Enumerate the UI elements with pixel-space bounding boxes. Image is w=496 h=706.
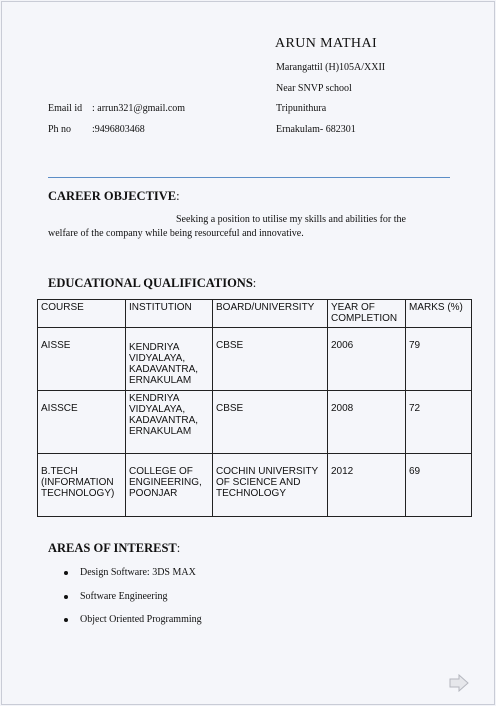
board-cell: CBSE xyxy=(213,328,328,391)
bullet-icon xyxy=(64,595,68,599)
institution-cell: KENDRIYA VIDYALAYA, KADAVANTRA, ERNAKULAM xyxy=(126,328,213,391)
address-line-2: Near SNVP school xyxy=(276,83,352,94)
career-objective-text: Seeking a position to utilise my skills and abilities for the welfare of the company while being resourceful and innovative. xyxy=(48,214,406,239)
document-page xyxy=(1,1,495,705)
course-cell: B.TECH (INFORMATION TECHNOLOGY) xyxy=(38,454,126,517)
address-line-4: Ernakulam- 682301 xyxy=(276,124,356,135)
column-header: MARKS (%) xyxy=(406,300,472,328)
bullet-icon xyxy=(64,571,68,575)
list-item: Software Engineering xyxy=(62,591,202,615)
board-cell: COCHIN UNIVERSITY OF SCIENCE AND TECHNOLOGY xyxy=(213,454,328,517)
address-line-1: Marangattil (H)105A/XXII xyxy=(276,62,386,73)
areas-of-interest-heading: AREAS OF INTEREST: xyxy=(48,541,181,555)
institution-cell: KENDRIYA VIDYALAYA, KADAVANTRA, ERNAKULAM xyxy=(126,391,213,454)
year-cell: 2008 xyxy=(328,391,406,454)
table-header-row xyxy=(38,300,472,328)
list-item: Design Software: 3DS MAX xyxy=(62,567,202,591)
address-line-3: Tripunithura xyxy=(276,103,327,114)
column-header: BOARD/UNIVERSITY xyxy=(213,300,328,328)
bullet-icon xyxy=(64,618,68,622)
education-table xyxy=(37,299,472,517)
email-value: : arrun321@gmail.com xyxy=(92,103,186,114)
table-row xyxy=(38,328,472,391)
phone-value: :9496803468 xyxy=(92,124,145,135)
column-header: YEAR OF COMPLETION xyxy=(328,300,406,328)
list-item: Object Oriented Programming xyxy=(62,614,202,638)
career-objective-heading: CAREER OBJECTIVE: xyxy=(48,189,180,203)
interest-list xyxy=(62,567,202,638)
course-cell: AISSE xyxy=(38,328,126,391)
year-cell: 2012 xyxy=(328,454,406,517)
phone-label: Ph no xyxy=(48,124,72,135)
table-row xyxy=(38,391,472,454)
column-header: INSTITUTION xyxy=(126,300,213,328)
header-divider xyxy=(48,177,450,178)
column-header: COURSE xyxy=(38,300,126,328)
phone-row xyxy=(48,124,145,135)
board-cell: CBSE xyxy=(213,391,328,454)
email-label: Email id xyxy=(48,103,83,114)
marks-cell: 69 xyxy=(406,454,472,517)
candidate-name: ARUN MATHAI xyxy=(275,36,378,51)
table-row xyxy=(38,454,472,517)
course-cell: AISSCE xyxy=(38,391,126,454)
marks-cell: 72 xyxy=(406,391,472,454)
year-cell: 2006 xyxy=(328,328,406,391)
arrow-right-icon[interactable] xyxy=(448,674,470,692)
institution-cell: COLLEGE OF ENGINEERING, POONJAR xyxy=(126,454,213,517)
marks-cell: 79 xyxy=(406,328,472,391)
education-heading: EDUCATIONAL QUALIFICATIONS: xyxy=(48,276,257,290)
email-row xyxy=(48,103,185,114)
